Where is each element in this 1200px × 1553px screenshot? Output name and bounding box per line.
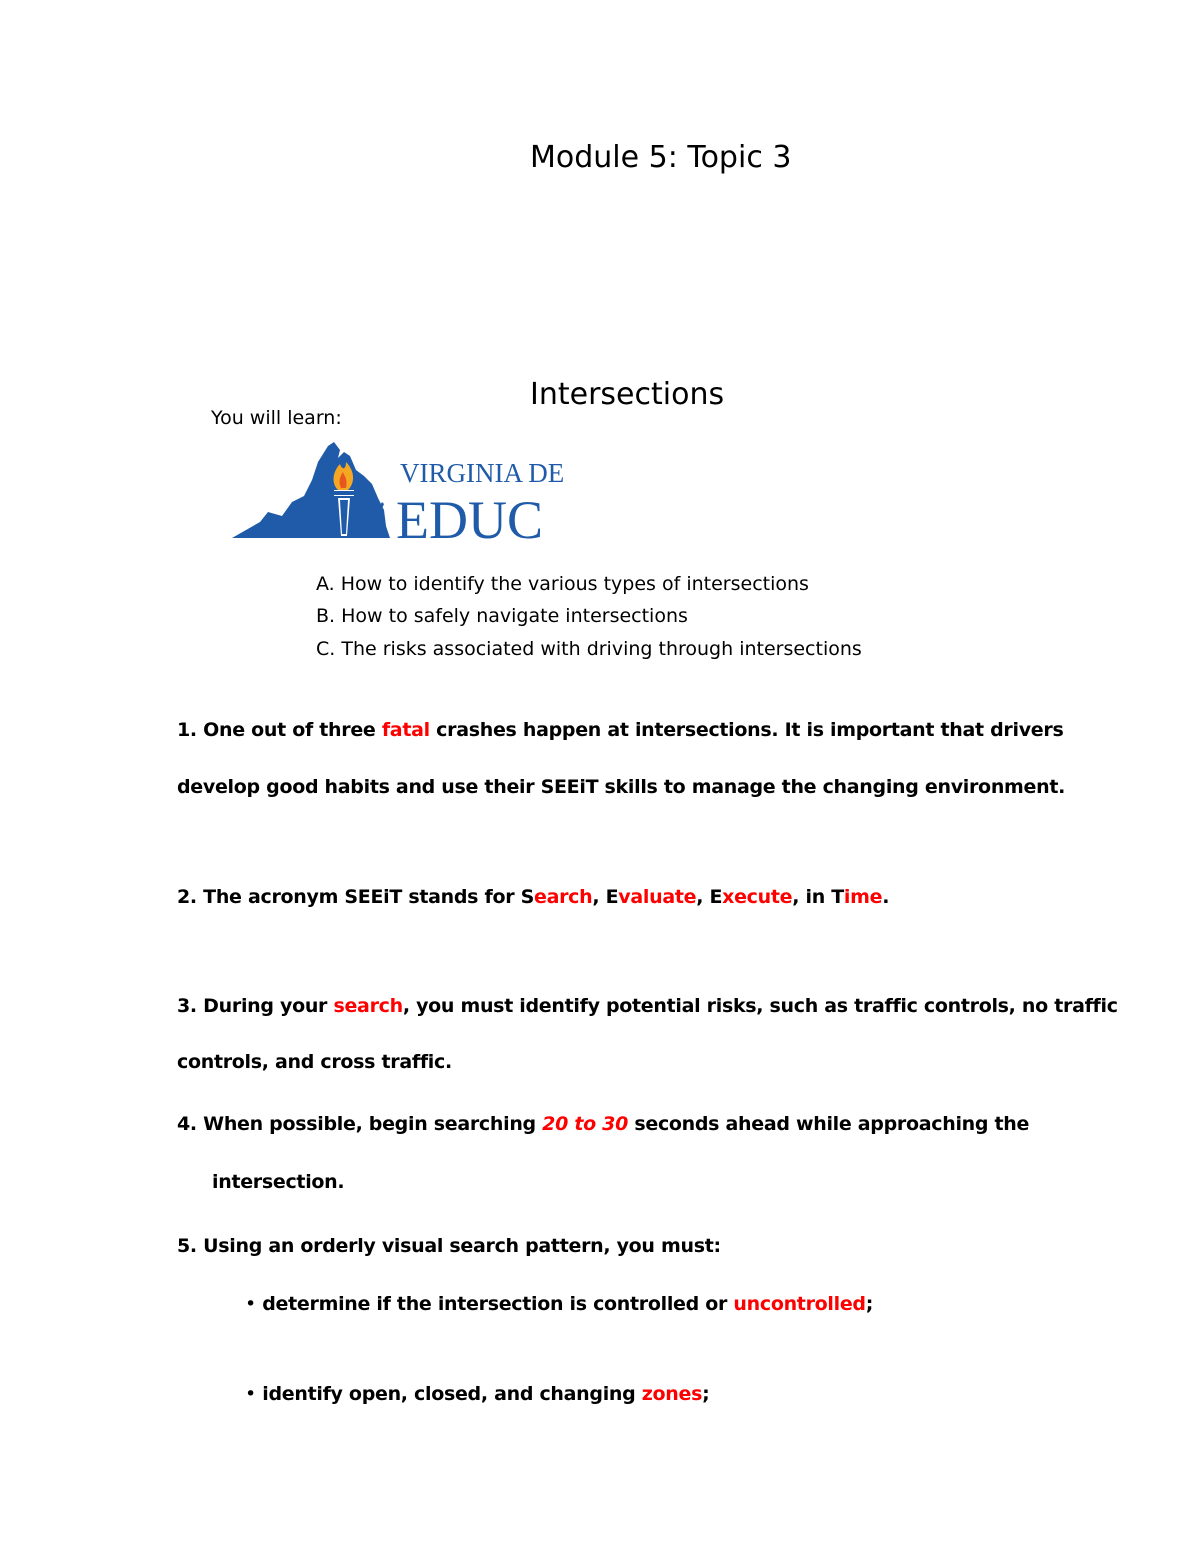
keyword-20-to-30: 20 to 30 [542,1113,629,1135]
item-4-line-1: 4. When possible, begin searching 20 to 30 seconds ahead while approaching the [177,1113,1030,1135]
item-1-line-2: develop good habits and use their SEEiT skills to manage the changing environment. [177,776,1066,798]
bullet-zones: • identify open, closed, and changing zones; [245,1383,710,1405]
virginia-education-logo [230,440,565,550]
bullet-controlled: • determine if the intersection is controlled or uncontrolled; [245,1293,874,1315]
item-2: 2. The acronym SEEiT stands for Search, Evaluate, Execute, in Time. [177,886,890,908]
bullet-icon: • [245,1383,256,1405]
logo-line-1: VIRGINIA DE [400,458,565,488]
item-4-line-2: intersection. [212,1171,345,1193]
logo-line-2: EDUC [396,490,543,550]
item-3-line-2: controls, and cross traffic. [177,1051,452,1073]
objective-a: A. How to identify the various types of intersections [316,573,809,595]
keyword-fatal: fatal [381,719,430,741]
objective-c: C. The risks associated with driving through intersections [316,638,862,660]
bullet-icon: • [245,1293,256,1315]
section-title: Intersections [530,377,725,412]
item-5: 5. Using an orderly visual search pattern, you must: [177,1235,721,1257]
item-3-line-1: 3. During your search, you must identify potential risks, such as traffic controls, no traffic [177,995,1118,1017]
learn-label: You will learn: [211,407,342,429]
virginia-state-shape-icon [232,442,390,538]
objective-b: B. How to safely navigate intersections [316,605,688,627]
item-1-line-1: 1. One out of three fatal crashes happen at intersections. It is important that drivers [177,719,1064,741]
keyword-search: search [333,995,403,1017]
module-title: Module 5: Topic 3 [530,140,792,175]
